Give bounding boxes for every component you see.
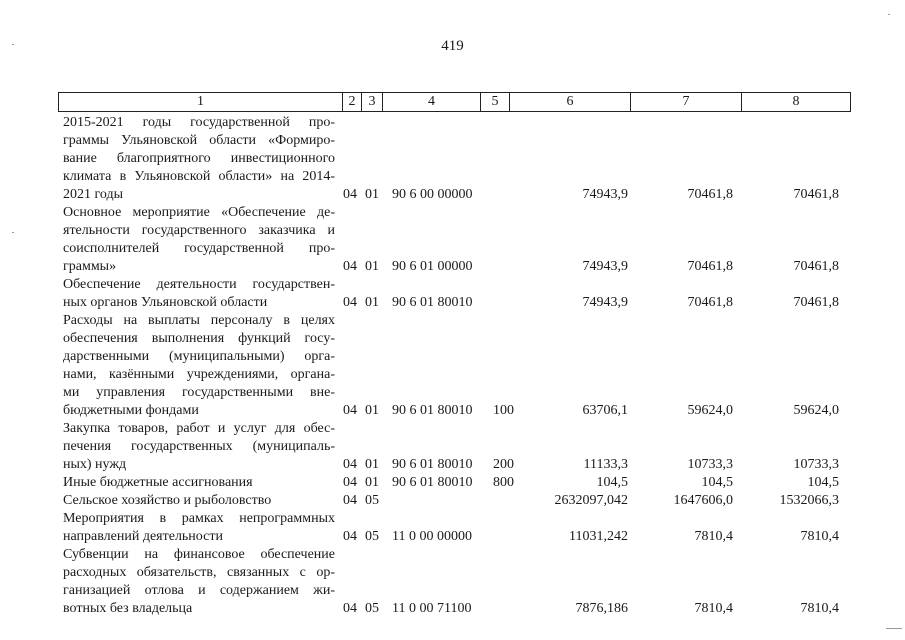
description-line: граммы» bbox=[63, 259, 117, 274]
description-line: Обеспечение деятельности государствен- bbox=[63, 277, 335, 292]
amount-col-8: 10733,3 bbox=[793, 457, 839, 472]
table-row bbox=[0, 546, 905, 618]
amount-col-7: 7810,4 bbox=[694, 601, 733, 616]
section-code: 04 bbox=[343, 493, 357, 508]
description-line: Иные бюджетные ассигнования bbox=[63, 475, 253, 490]
target-article-code: 90 6 01 00000 bbox=[392, 259, 473, 274]
amount-col-6: 11031,242 bbox=[569, 529, 628, 544]
column-header-8: 8 bbox=[742, 93, 851, 112]
row-description bbox=[63, 492, 335, 510]
subsection-code: 05 bbox=[365, 601, 379, 616]
row-description bbox=[63, 204, 335, 276]
description-line: Субвенции на финансовое обеспечение bbox=[63, 547, 335, 562]
scan-speck bbox=[886, 628, 902, 629]
amount-col-7: 104,5 bbox=[701, 475, 733, 490]
scan-speck bbox=[12, 44, 14, 45]
description-line: ятельности государственного заказчика и bbox=[63, 223, 335, 238]
amount-col-8: 70461,8 bbox=[793, 259, 839, 274]
section-code: 04 bbox=[343, 295, 357, 310]
section-code: 04 bbox=[343, 529, 357, 544]
column-header-row bbox=[58, 92, 851, 112]
section-code: 04 bbox=[343, 259, 357, 274]
amount-col-7: 1647606,0 bbox=[673, 493, 733, 508]
subsection-code: 05 bbox=[365, 493, 379, 508]
amount-col-7: 70461,8 bbox=[687, 187, 733, 202]
target-article-code: 90 6 01 80010 bbox=[392, 475, 473, 490]
amount-col-6: 63706,1 bbox=[582, 403, 628, 418]
row-description bbox=[63, 474, 335, 492]
row-description bbox=[63, 114, 335, 204]
section-code: 04 bbox=[343, 187, 357, 202]
target-article-code: 90 6 01 80010 bbox=[392, 457, 473, 472]
section-code: 04 bbox=[343, 403, 357, 418]
description-line: вание благоприятного инвестиционного bbox=[63, 151, 335, 166]
amount-col-6: 7876,186 bbox=[575, 601, 628, 616]
description-line: расходных обязательств, связанных с ор- bbox=[63, 565, 335, 580]
target-article-code: 90 6 01 80010 bbox=[392, 403, 473, 418]
description-line: ми управления государственными вне- bbox=[63, 385, 335, 400]
amount-col-7: 7810,4 bbox=[694, 529, 733, 544]
column-header-5: 5 bbox=[481, 93, 510, 112]
section-code: 04 bbox=[343, 475, 357, 490]
scan-speck bbox=[888, 14, 890, 15]
section-code: 04 bbox=[343, 601, 357, 616]
description-line: ных) нужд bbox=[63, 457, 127, 472]
amount-col-6: 11133,3 bbox=[583, 457, 628, 472]
description-line: климата в Ульяновской области» на 2014- bbox=[63, 169, 335, 184]
column-header-6: 6 bbox=[510, 93, 631, 112]
amount-col-7: 59624,0 bbox=[687, 403, 733, 418]
column-header-2: 2 bbox=[343, 93, 362, 112]
subsection-code: 05 bbox=[365, 529, 379, 544]
table-row bbox=[0, 492, 905, 510]
scan-speck bbox=[12, 232, 14, 233]
table-row bbox=[0, 276, 905, 312]
amount-col-8: 104,5 bbox=[807, 475, 839, 490]
description-line: бюджетными фондами bbox=[63, 403, 199, 418]
expense-type-code: 200 bbox=[493, 457, 514, 472]
subsection-code: 01 bbox=[365, 187, 379, 202]
column-header-1: 1 bbox=[59, 93, 343, 112]
row-description bbox=[63, 420, 335, 474]
expense-type-code: 100 bbox=[493, 403, 514, 418]
target-article-code: 90 6 01 80010 bbox=[392, 295, 473, 310]
description-line: ных органов Ульяновской области bbox=[63, 295, 268, 310]
table-row bbox=[0, 114, 905, 204]
row-description bbox=[63, 546, 335, 618]
row-description bbox=[63, 510, 335, 546]
description-line: Основное мероприятие «Обеспечение де- bbox=[63, 205, 335, 220]
subsection-code: 01 bbox=[365, 457, 379, 472]
table-row bbox=[0, 474, 905, 492]
description-line: Закупка товаров, работ и услуг для обес- bbox=[63, 421, 335, 436]
description-line: Расходы на выплаты персоналу в целях bbox=[63, 313, 335, 328]
description-line: Мероприятия в рамках непрограммных bbox=[63, 511, 335, 526]
column-header-7: 7 bbox=[631, 93, 742, 112]
description-line: ганизацией отлова и содержанием жи- bbox=[63, 583, 335, 598]
table-row bbox=[0, 420, 905, 474]
description-line: 2015-2021 годы государственной про- bbox=[63, 115, 335, 130]
amount-col-8: 70461,8 bbox=[793, 187, 839, 202]
description-line: граммы Ульяновской области «Формиро- bbox=[63, 133, 335, 148]
target-article-code: 90 6 00 00000 bbox=[392, 187, 473, 202]
amount-col-8: 1532066,3 bbox=[779, 493, 839, 508]
row-description bbox=[63, 312, 335, 420]
description-line: вотных без владельца bbox=[63, 601, 193, 616]
amount-col-8: 70461,8 bbox=[793, 295, 839, 310]
description-line: печения государственных (муниципаль- bbox=[63, 439, 335, 454]
amount-col-6: 74943,9 bbox=[582, 259, 628, 274]
column-header-3: 3 bbox=[362, 93, 383, 112]
description-line: нами, казёнными учреждениями, органа- bbox=[63, 367, 335, 382]
description-line: направлений деятельности bbox=[63, 529, 223, 544]
table-row bbox=[0, 510, 905, 546]
table-row bbox=[0, 204, 905, 276]
page-number: 419 bbox=[441, 38, 464, 54]
amount-col-7: 70461,8 bbox=[687, 259, 733, 274]
amount-col-7: 10733,3 bbox=[687, 457, 733, 472]
column-header-4: 4 bbox=[383, 93, 481, 112]
subsection-code: 01 bbox=[365, 295, 379, 310]
subsection-code: 01 bbox=[365, 403, 379, 418]
amount-col-6: 74943,9 bbox=[582, 295, 628, 310]
description-line: Сельское хозяйство и рыболовство bbox=[63, 493, 272, 508]
description-line: соисполнителей государственной про- bbox=[63, 241, 335, 256]
amount-col-7: 70461,8 bbox=[687, 295, 733, 310]
expense-type-code: 800 bbox=[493, 475, 514, 490]
amount-col-8: 7810,4 bbox=[800, 529, 839, 544]
description-line: обеспечения выполнения функций госу- bbox=[63, 331, 335, 346]
table-row bbox=[0, 312, 905, 420]
subsection-code: 01 bbox=[365, 475, 379, 490]
description-line: 2021 годы bbox=[63, 187, 124, 202]
subsection-code: 01 bbox=[365, 259, 379, 274]
amount-col-6: 74943,9 bbox=[582, 187, 628, 202]
amount-col-6: 2632097,042 bbox=[554, 493, 628, 508]
section-code: 04 bbox=[343, 457, 357, 472]
amount-col-6: 104,5 bbox=[596, 475, 628, 490]
description-line: дарственными (муниципальными) орга- bbox=[63, 349, 335, 364]
row-description bbox=[63, 276, 335, 312]
amount-col-8: 7810,4 bbox=[800, 601, 839, 616]
amount-col-8: 59624,0 bbox=[793, 403, 839, 418]
target-article-code: 11 0 00 71100 bbox=[392, 601, 472, 616]
target-article-code: 11 0 00 00000 bbox=[392, 529, 472, 544]
